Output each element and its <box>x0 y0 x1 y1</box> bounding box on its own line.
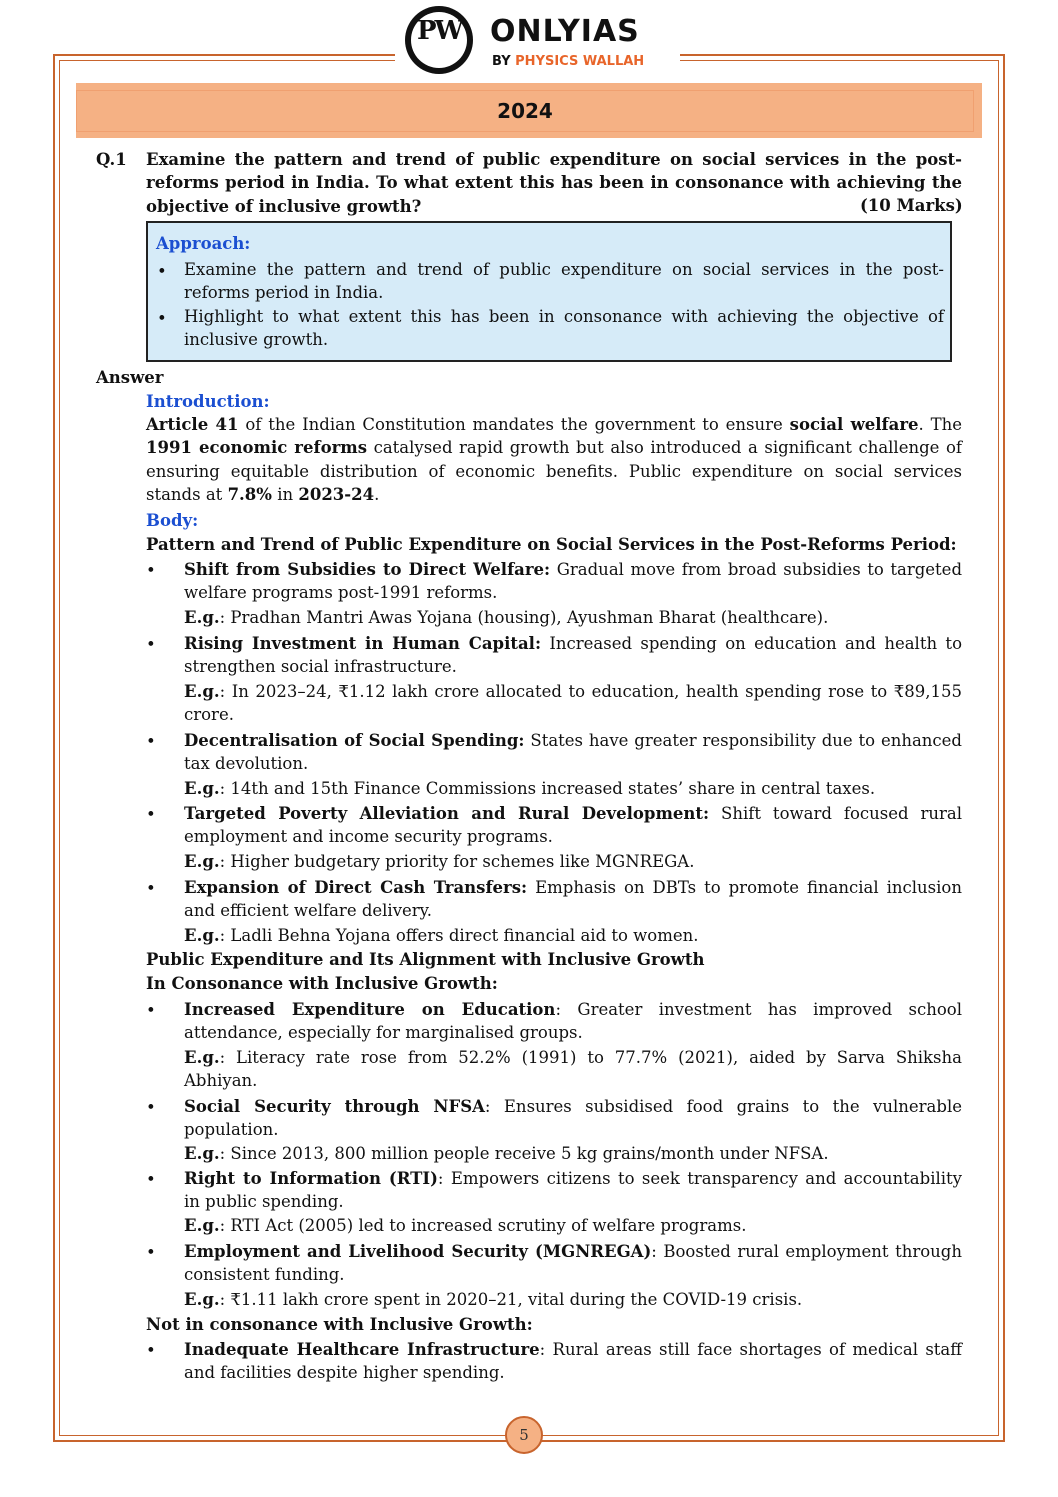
pattern-example: E.g.: Ladli Behna Yojana offers direct financial aid to women. <box>184 926 699 945</box>
bullet-icon: • <box>157 262 167 281</box>
pattern-item: Shift from Subsidies to Direct Welfare: Gradual move from broad subsidies to targeted welfare programs post-1991 reforms. <box>184 560 963 603</box>
year-banner <box>76 83 982 138</box>
header-logo <box>395 4 680 76</box>
brand-name: ONLYIAS <box>490 14 640 49</box>
page-number: 5 <box>505 1416 543 1454</box>
bullet-icon: • <box>146 805 156 824</box>
body-heading: Body: <box>146 511 199 530</box>
consonance-example: E.g.: ₹1.11 lakh crore spent in 2020–21, vital during the COVID-19 crisis. <box>184 1290 803 1309</box>
bullet-icon: • <box>146 1001 156 1020</box>
question-text: Examine the pattern and trend of public expenditure on social services in the post-reforms period in India. To what extent this has been in consonance with achieving the objective of inclusive growth? <box>146 150 962 216</box>
bullet-icon: • <box>146 1243 156 1262</box>
introduction-paragraph: Article 41 of the Indian Constitution mandates the government to ensure social welfare. The 1991 economic reforms catalysed rapid growth but also introduced a significant challenge of ensuring equitable distribution of economic benefits. Public expenditure on social services stands at 7.8% in 2023-24. <box>146 415 963 504</box>
bullet-icon: • <box>146 635 156 654</box>
pattern-example: E.g.: Higher budgetary priority for schemes like MGNREGA. <box>184 852 695 871</box>
question-marks: (10 Marks) <box>860 196 963 215</box>
question-number: Q.1 <box>96 150 127 169</box>
consonance-example: E.g.: RTI Act (2005) led to increased scrutiny of welfare programs. <box>184 1216 747 1235</box>
consonance-item: Employment and Livelihood Security (MGNREGA): Boosted rural employment through consistent funding. <box>184 1242 962 1285</box>
consonance-item: Increased Expenditure on Education: Greater investment has improved school attendance, especially for marginalised groups. <box>184 1000 962 1043</box>
brand-subtitle: BY PHYSICS WALLAH <box>492 54 645 69</box>
alignment-heading: Public Expenditure and Its Alignment with Inclusive Growth <box>146 950 705 969</box>
pattern-item: Decentralisation of Social Spending: States have greater responsibility due to enhanced tax devolution. <box>184 731 962 774</box>
bullet-icon: • <box>146 732 156 751</box>
year-title: 2024 <box>76 90 974 132</box>
pattern-example: E.g.: Pradhan Mantri Awas Yojana (housing), Ayushman Bharat (healthcare). <box>184 608 829 627</box>
consonance-example: E.g.: Since 2013, 800 million people receive 5 kg grains/month under NFSA. <box>184 1144 829 1163</box>
pattern-item: Expansion of Direct Cash Transfers: Emphasis on DBTs to promote financial inclusion and efficient welfare delivery. <box>184 878 962 921</box>
bullet-icon: • <box>146 1341 156 1360</box>
pattern-item: Targeted Poverty Alleviation and Rural Development: Shift toward focused rural employment and income security programs. <box>184 804 962 847</box>
introduction-heading: Introduction: <box>146 392 270 411</box>
consonance-heading: In Consonance with Inclusive Growth: <box>146 974 498 993</box>
bullet-icon: • <box>146 1170 156 1189</box>
answer-label: Answer <box>96 368 164 387</box>
approach-heading: Approach: <box>156 234 251 253</box>
bullet-icon: • <box>157 309 167 328</box>
not-consonance-heading: Not in consonance with Inclusive Growth: <box>146 1315 533 1334</box>
pw-logo-icon: PW <box>405 6 473 74</box>
approach-box <box>146 221 952 362</box>
consonance-item: Right to Information (RTI): Empowers citizens to seek transparency and accountability in public spending. <box>184 1169 962 1212</box>
approach-point: Examine the pattern and trend of public expenditure on social services in the post-reforms period in India. <box>184 260 944 303</box>
bullet-icon: • <box>146 1098 156 1117</box>
consonance-example: E.g.: Literacy rate rose from 52.2% (1991) to 77.7% (2021), aided by Sarva Shiksha Abhiyan. <box>184 1048 962 1091</box>
consonance-item: Social Security through NFSA: Ensures subsidised food grains to the vulnerable population. <box>184 1097 963 1140</box>
bullet-icon: • <box>146 879 156 898</box>
pattern-heading: Pattern and Trend of Public Expenditure on Social Services in the Post-Reforms Period: <box>146 535 957 554</box>
bullet-icon: • <box>146 561 156 580</box>
pattern-example: E.g.: 14th and 15th Finance Commissions increased states’ share in central taxes. <box>184 779 876 798</box>
not-consonance-item: Inadequate Healthcare Infrastructure: Rural areas still face shortages of medical staff and facilities despite higher spending. <box>184 1340 962 1383</box>
approach-point: Highlight to what extent this has been in consonance with achieving the objective of inclusive growth. <box>184 307 944 350</box>
pattern-item: Rising Investment in Human Capital: Increased spending on education and health to strengthen social infrastructure. <box>184 634 962 677</box>
pattern-example: E.g.: In 2023–24, ₹1.12 lakh crore allocated to education, health spending rose to ₹89,155 crore. <box>184 682 962 725</box>
